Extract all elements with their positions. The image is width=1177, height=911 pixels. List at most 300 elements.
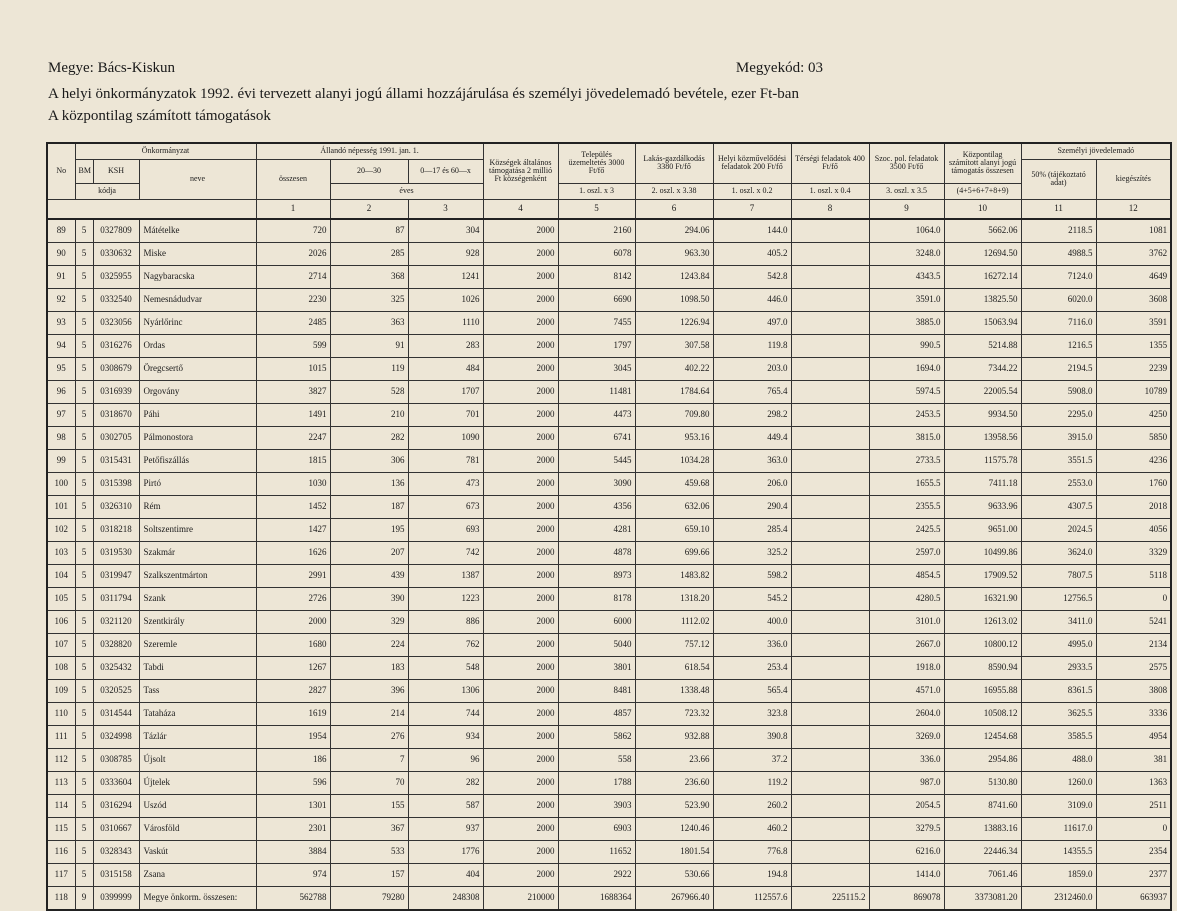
cell-local-culture: 323.8: [713, 702, 791, 725]
cell-central-support-total: 10499.86: [944, 541, 1021, 564]
cell-local-culture: 206.0: [713, 472, 791, 495]
cell-central-support-total: 3373081.20: [944, 886, 1021, 910]
cell-ksh: 0308785: [93, 748, 139, 771]
cell-name: Újtelek: [139, 771, 256, 794]
cell-ksh: 0328820: [93, 633, 139, 656]
cell-bm: 5: [75, 679, 93, 702]
cell-local-culture: 765.4: [713, 380, 791, 403]
cell-social-policy: 3269.0: [869, 725, 944, 748]
cell-population-total: 1030: [256, 472, 330, 495]
cell-no: 98: [47, 426, 75, 449]
col-number: 4: [483, 199, 558, 219]
cell-age-20-30: 91: [330, 334, 408, 357]
cell-social-policy: 2597.0: [869, 541, 944, 564]
cell-bm: 5: [75, 311, 93, 334]
cell-social-policy: 336.0: [869, 748, 944, 771]
cell-central-support-total: 9651.00: [944, 518, 1021, 541]
cell-population-total: 1619: [256, 702, 330, 725]
col-population-header: Állandó népesség 1991. jan. 1.: [256, 143, 483, 159]
cell-settlement-operation: 6000: [558, 610, 635, 633]
cell-bm: 5: [75, 449, 93, 472]
cell-age-0-17-60: 96: [408, 748, 483, 771]
col-bm-header: BM: [75, 159, 93, 183]
cell-supplement: 2354: [1096, 840, 1171, 863]
cell-population-total: 1815: [256, 449, 330, 472]
cell-age-20-30: 207: [330, 541, 408, 564]
cell-bm: 9: [75, 886, 93, 910]
cell-age-0-17-60: 934: [408, 725, 483, 748]
cell-age-0-17-60: 283: [408, 334, 483, 357]
cell-supplement: 381: [1096, 748, 1171, 771]
cell-age-20-30: 70: [330, 771, 408, 794]
cell-szja-50: 8361.5: [1021, 679, 1096, 702]
table-row: [47, 840, 1171, 863]
cell-social-policy: 987.0: [869, 771, 944, 794]
cell-social-policy: 1064.0: [869, 219, 944, 243]
cell-village-support: 2000: [483, 702, 558, 725]
table-row: [47, 564, 1171, 587]
cell-housing: 632.06: [635, 495, 713, 518]
cell-regional-tasks: [791, 426, 869, 449]
cell-bm: 5: [75, 334, 93, 357]
cell-no: 111: [47, 725, 75, 748]
cell-village-support: 2000: [483, 541, 558, 564]
cell-social-policy: 4854.5: [869, 564, 944, 587]
cell-housing: 1784.64: [635, 380, 713, 403]
cell-settlement-operation: 8142: [558, 265, 635, 288]
header-county-line: [48, 60, 823, 77]
cell-housing: 23.66: [635, 748, 713, 771]
cell-szja-50: 2295.0: [1021, 403, 1096, 426]
col-onkormanyzat-header: Önkormányzat: [75, 143, 256, 159]
cell-regional-tasks: [791, 403, 869, 426]
cell-ksh: 0320525: [93, 679, 139, 702]
cell-bm: 5: [75, 817, 93, 840]
cell-age-20-30: 155: [330, 794, 408, 817]
cell-szja-50: 2553.0: [1021, 472, 1096, 495]
col-neve-header: neve: [139, 159, 256, 199]
cell-supplement: 4649: [1096, 265, 1171, 288]
cell-age-20-30: 325: [330, 288, 408, 311]
cell-population-total: 1301: [256, 794, 330, 817]
cell-population-total: 1954: [256, 725, 330, 748]
table-row: [47, 472, 1171, 495]
cell-age-20-30: 439: [330, 564, 408, 587]
cell-housing: 236.60: [635, 771, 713, 794]
cell-name: Újsolt: [139, 748, 256, 771]
cell-settlement-operation: 8178: [558, 587, 635, 610]
cell-age-0-17-60: 1090: [408, 426, 483, 449]
cell-housing: 1226.94: [635, 311, 713, 334]
cell-village-support: 2000: [483, 288, 558, 311]
cell-village-support: 2000: [483, 380, 558, 403]
cell-settlement-operation: 6741: [558, 426, 635, 449]
cell-supplement: 3608: [1096, 288, 1171, 311]
cell-age-0-17-60: 742: [408, 541, 483, 564]
cell-central-support-total: 5130.80: [944, 771, 1021, 794]
cell-name: Nyárlőrinc: [139, 311, 256, 334]
cell-no: 109: [47, 679, 75, 702]
cell-settlement-operation: 5445: [558, 449, 635, 472]
col6-header: Lakás-gazdálkodás 3380 Ft/fő: [635, 143, 713, 183]
cell-name: Tataháza: [139, 702, 256, 725]
table-row: [47, 311, 1171, 334]
cell-settlement-operation: 6690: [558, 288, 635, 311]
cell-name: Öregcsertő: [139, 357, 256, 380]
cell-ksh: 0318670: [93, 403, 139, 426]
cell-local-culture: 598.2: [713, 564, 791, 587]
table-row: [47, 863, 1171, 886]
cell-age-20-30: 396: [330, 679, 408, 702]
cell-ksh: 0302705: [93, 426, 139, 449]
cell-supplement: 1363: [1096, 771, 1171, 794]
cell-central-support-total: 9633.96: [944, 495, 1021, 518]
cell-local-culture: 542.8: [713, 265, 791, 288]
cell-settlement-operation: 3903: [558, 794, 635, 817]
cell-supplement: 2134: [1096, 633, 1171, 656]
cell-regional-tasks: [791, 564, 869, 587]
cell-bm: 5: [75, 495, 93, 518]
cell-village-support: 2000: [483, 817, 558, 840]
cell-age-20-30: 119: [330, 357, 408, 380]
cell-housing: 402.22: [635, 357, 713, 380]
cell-central-support-total: 12454.68: [944, 725, 1021, 748]
cell-age-20-30: 7: [330, 748, 408, 771]
cell-no: 103: [47, 541, 75, 564]
cell-population-total: 2301: [256, 817, 330, 840]
cell-local-culture: 363.0: [713, 449, 791, 472]
cell-central-support-total: 11575.78: [944, 449, 1021, 472]
cell-village-support: 2000: [483, 748, 558, 771]
cell-settlement-operation: 6078: [558, 242, 635, 265]
cell-age-20-30: 183: [330, 656, 408, 679]
col-kodja-header: kódja: [75, 183, 139, 199]
cell-social-policy: 2054.5: [869, 794, 944, 817]
cell-ksh: 0325955: [93, 265, 139, 288]
col11-header: 50% (tájékoztató adat): [1021, 159, 1096, 199]
cell-no: 115: [47, 817, 75, 840]
cell-housing: 659.10: [635, 518, 713, 541]
cell-szja-50: 2118.5: [1021, 219, 1096, 243]
county-code: Megyekód: 03: [735, 60, 823, 76]
cell-population-total: 596: [256, 771, 330, 794]
cell-szja-50: 2024.5: [1021, 518, 1096, 541]
cell-supplement: 1760: [1096, 472, 1171, 495]
cell-supplement: 2511: [1096, 794, 1171, 817]
cell-population-total: 2827: [256, 679, 330, 702]
table-row: [47, 219, 1171, 243]
cell-age-20-30: 187: [330, 495, 408, 518]
cell-social-policy: 2355.5: [869, 495, 944, 518]
cell-ksh: 0310667: [93, 817, 139, 840]
table-row: [47, 725, 1171, 748]
cell-settlement-operation: 8973: [558, 564, 635, 587]
cell-ksh: 0325432: [93, 656, 139, 679]
cell-population-total: 2026: [256, 242, 330, 265]
cell-regional-tasks: [791, 610, 869, 633]
cell-age-20-30: 214: [330, 702, 408, 725]
cell-ksh: 0326310: [93, 495, 139, 518]
cell-ksh: 0316276: [93, 334, 139, 357]
cell-age-0-17-60: 693: [408, 518, 483, 541]
cell-regional-tasks: [791, 357, 869, 380]
cell-age-20-30: 528: [330, 380, 408, 403]
cell-central-support-total: 13825.50: [944, 288, 1021, 311]
col-number: 3: [408, 199, 483, 219]
cell-social-policy: 3248.0: [869, 242, 944, 265]
col-ksh-header: KSH: [93, 159, 139, 183]
cell-age-20-30: 79280: [330, 886, 408, 910]
cell-village-support: 2000: [483, 403, 558, 426]
cell-age-0-17-60: 762: [408, 633, 483, 656]
cell-szja-50: 4988.5: [1021, 242, 1096, 265]
cell-name: Ordas: [139, 334, 256, 357]
cell-village-support: 2000: [483, 242, 558, 265]
cell-name: Tass: [139, 679, 256, 702]
cell-village-support: 2000: [483, 265, 558, 288]
cell-supplement: 1081: [1096, 219, 1171, 243]
cell-central-support-total: 17909.52: [944, 564, 1021, 587]
cell-social-policy: 2453.5: [869, 403, 944, 426]
col-number: 10: [944, 199, 1021, 219]
cell-age-0-17-60: 548: [408, 656, 483, 679]
cell-szja-50: 488.0: [1021, 748, 1096, 771]
cell-age-20-30: 367: [330, 817, 408, 840]
cell-szja-50: 3585.5: [1021, 725, 1096, 748]
cell-supplement: 4250: [1096, 403, 1171, 426]
cell-housing: 530.66: [635, 863, 713, 886]
cell-local-culture: 336.0: [713, 633, 791, 656]
col-number: 8: [791, 199, 869, 219]
cell-name: Szakmár: [139, 541, 256, 564]
cell-social-policy: 4343.5: [869, 265, 944, 288]
cell-no: 107: [47, 633, 75, 656]
cell-central-support-total: 7061.46: [944, 863, 1021, 886]
cell-local-culture: 260.2: [713, 794, 791, 817]
cell-no: 101: [47, 495, 75, 518]
cell-bm: 5: [75, 288, 93, 311]
cell-central-support-total: 22005.54: [944, 380, 1021, 403]
cell-bm: 5: [75, 472, 93, 495]
cell-central-support-total: 13958.56: [944, 426, 1021, 449]
cell-regional-tasks: [791, 334, 869, 357]
cell-age-0-17-60: 1110: [408, 311, 483, 334]
cell-local-culture: 253.4: [713, 656, 791, 679]
cell-population-total: 3827: [256, 380, 330, 403]
cell-szja-50: 3551.5: [1021, 449, 1096, 472]
cell-housing: 699.66: [635, 541, 713, 564]
cell-local-culture: 405.2: [713, 242, 791, 265]
cell-regional-tasks: [791, 219, 869, 243]
cell-village-support: 2000: [483, 564, 558, 587]
cell-housing: 757.12: [635, 633, 713, 656]
cell-supplement: 1355: [1096, 334, 1171, 357]
cell-settlement-operation: 3090: [558, 472, 635, 495]
cell-age-20-30: 306: [330, 449, 408, 472]
cell-name: Pirtó: [139, 472, 256, 495]
cell-szja-50: 14355.5: [1021, 840, 1096, 863]
cell-supplement: 5118: [1096, 564, 1171, 587]
cell-population-total: 2230: [256, 288, 330, 311]
cell-age-0-17-60: 1026: [408, 288, 483, 311]
cell-regional-tasks: [791, 817, 869, 840]
cell-village-support: 2000: [483, 449, 558, 472]
cell-ksh: 0333604: [93, 771, 139, 794]
cell-housing: 1243.84: [635, 265, 713, 288]
col1-header: összesen: [256, 159, 330, 199]
cell-no: 96: [47, 380, 75, 403]
cell-housing: 618.54: [635, 656, 713, 679]
cell-local-culture: 446.0: [713, 288, 791, 311]
cell-local-culture: 460.2: [713, 817, 791, 840]
cell-village-support: 2000: [483, 587, 558, 610]
col10-formula: (4+5+6+7+8+9): [944, 183, 1021, 199]
cell-szja-50: 5908.0: [1021, 380, 1096, 403]
cell-housing: 1338.48: [635, 679, 713, 702]
cell-settlement-operation: 558: [558, 748, 635, 771]
cell-social-policy: 3101.0: [869, 610, 944, 633]
cell-szja-50: 7807.5: [1021, 564, 1096, 587]
cell-szja-50: 11617.0: [1021, 817, 1096, 840]
cell-bm: 5: [75, 725, 93, 748]
cell-age-20-30: 276: [330, 725, 408, 748]
cell-housing: 523.90: [635, 794, 713, 817]
cell-ksh: 0308679: [93, 357, 139, 380]
cell-housing: 723.32: [635, 702, 713, 725]
cell-age-0-17-60: 673: [408, 495, 483, 518]
cell-village-support: 2000: [483, 633, 558, 656]
cell-supplement: 663937: [1096, 886, 1171, 910]
cell-name: Soltszentimre: [139, 518, 256, 541]
cell-central-support-total: 16321.90: [944, 587, 1021, 610]
cell-supplement: 0: [1096, 817, 1171, 840]
cell-settlement-operation: 1788: [558, 771, 635, 794]
cell-age-0-17-60: 248308: [408, 886, 483, 910]
cell-population-total: 186: [256, 748, 330, 771]
cell-settlement-operation: 2160: [558, 219, 635, 243]
cell-regional-tasks: [791, 771, 869, 794]
cell-ksh: 0318218: [93, 518, 139, 541]
cell-no: 89: [47, 219, 75, 243]
cell-central-support-total: 16955.88: [944, 679, 1021, 702]
cell-bm: 5: [75, 633, 93, 656]
col-number: 9: [869, 199, 944, 219]
cell-bm: 5: [75, 587, 93, 610]
budget-table: [46, 142, 1172, 911]
cell-central-support-total: 8590.94: [944, 656, 1021, 679]
cell-szja-50: 1260.0: [1021, 771, 1096, 794]
cell-social-policy: 5974.5: [869, 380, 944, 403]
cell-bm: 5: [75, 518, 93, 541]
cell-population-total: 974: [256, 863, 330, 886]
cell-name: Orgovány: [139, 380, 256, 403]
cell-name: Megye önkorm. összesen:: [139, 886, 256, 910]
cell-bm: 5: [75, 357, 93, 380]
table-row: [47, 771, 1171, 794]
cell-supplement: 10789: [1096, 380, 1171, 403]
cell-population-total: 720: [256, 219, 330, 243]
cell-housing: 459.68: [635, 472, 713, 495]
cell-social-policy: 2604.0: [869, 702, 944, 725]
cell-regional-tasks: [791, 794, 869, 817]
table-row: [47, 633, 1171, 656]
cell-ksh: 0399999: [93, 886, 139, 910]
table-row: [47, 587, 1171, 610]
cell-settlement-operation: 4356: [558, 495, 635, 518]
cell-szja-50: 2312460.0: [1021, 886, 1096, 910]
cell-central-support-total: 12694.50: [944, 242, 1021, 265]
cell-supplement: 3591: [1096, 311, 1171, 334]
cell-no: 94: [47, 334, 75, 357]
cell-bm: 5: [75, 794, 93, 817]
cell-village-support: 210000: [483, 886, 558, 910]
cell-housing: 1801.54: [635, 840, 713, 863]
cell-local-culture: 285.4: [713, 518, 791, 541]
cell-name: Szeremle: [139, 633, 256, 656]
cell-szja-50: 12756.5: [1021, 587, 1096, 610]
cell-no: 114: [47, 794, 75, 817]
cell-settlement-operation: 1688364: [558, 886, 635, 910]
cell-bm: 5: [75, 265, 93, 288]
cell-age-0-17-60: 781: [408, 449, 483, 472]
cell-no: 90: [47, 242, 75, 265]
cell-settlement-operation: 5040: [558, 633, 635, 656]
cell-age-20-30: 195: [330, 518, 408, 541]
cell-central-support-total: 2954.86: [944, 748, 1021, 771]
cell-social-policy: 4571.0: [869, 679, 944, 702]
cell-no: 97: [47, 403, 75, 426]
cell-social-policy: 2667.0: [869, 633, 944, 656]
cell-social-policy: 2733.5: [869, 449, 944, 472]
cell-regional-tasks: [791, 633, 869, 656]
col5-formula: 1. oszl. x 3: [558, 183, 635, 199]
cell-central-support-total: 5662.06: [944, 219, 1021, 243]
cell-age-20-30: 368: [330, 265, 408, 288]
cell-szja-50: 6020.0: [1021, 288, 1096, 311]
cell-ksh: 0316294: [93, 794, 139, 817]
cell-ksh: 0327809: [93, 219, 139, 243]
cell-settlement-operation: 2922: [558, 863, 635, 886]
cell-no: 104: [47, 564, 75, 587]
table-row: [47, 610, 1171, 633]
cell-no: 113: [47, 771, 75, 794]
cell-local-culture: 497.0: [713, 311, 791, 334]
cell-supplement: 4954: [1096, 725, 1171, 748]
cell-age-0-17-60: 928: [408, 242, 483, 265]
table-row: [47, 403, 1171, 426]
cell-local-culture: 290.4: [713, 495, 791, 518]
table-row: [47, 679, 1171, 702]
table-row: [47, 495, 1171, 518]
cell-age-20-30: 533: [330, 840, 408, 863]
table-row: [47, 748, 1171, 771]
table-body: [47, 219, 1171, 910]
cell-local-culture: 203.0: [713, 357, 791, 380]
cell-population-total: 2714: [256, 265, 330, 288]
cell-local-culture: 37.2: [713, 748, 791, 771]
cell-social-policy: 3815.0: [869, 426, 944, 449]
col4-header: [483, 143, 558, 199]
cell-housing: 1112.02: [635, 610, 713, 633]
cell-age-0-17-60: 1387: [408, 564, 483, 587]
cell-no: 102: [47, 518, 75, 541]
cell-age-0-17-60: 282: [408, 771, 483, 794]
cell-name: Miske: [139, 242, 256, 265]
cell-bm: 5: [75, 380, 93, 403]
cell-village-support: 2000: [483, 610, 558, 633]
col-number: 5: [558, 199, 635, 219]
cell-szja-50: 1216.5: [1021, 334, 1096, 357]
